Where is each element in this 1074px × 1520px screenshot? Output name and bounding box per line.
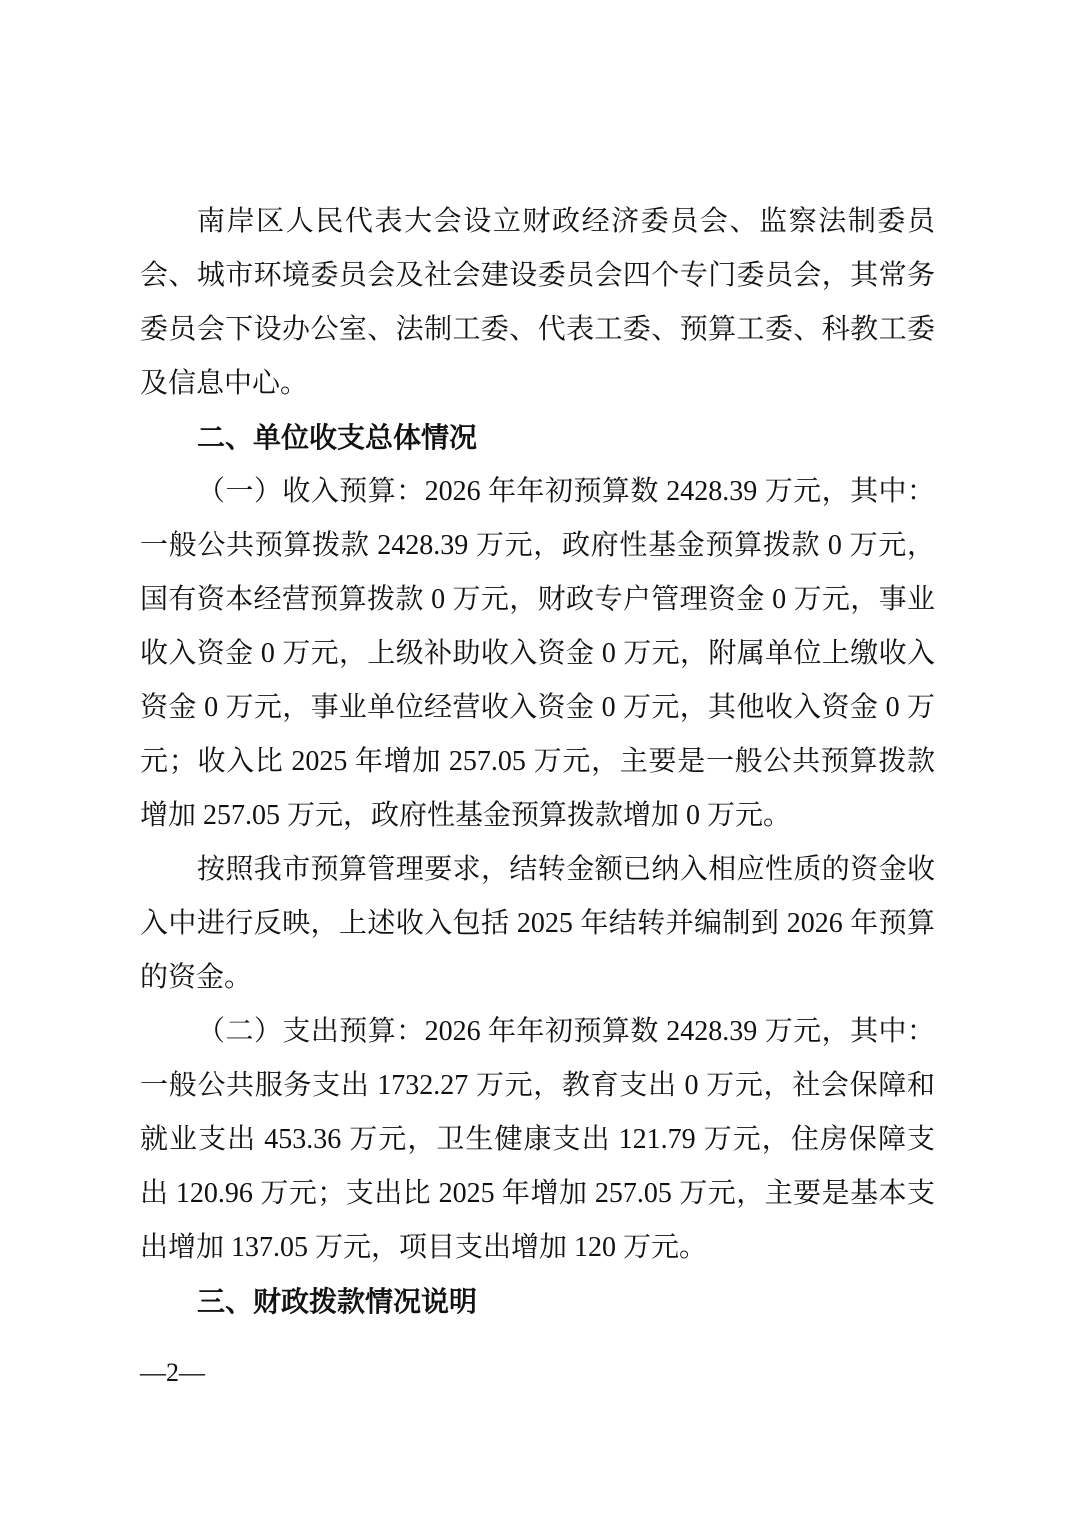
paragraph-line: 国有资本经营预算拨款 0 万元，财政专户管理资金 0 万元，事业	[140, 584, 935, 615]
paragraph-line: 一般公共预算拨款 2428.39 万元，政府性基金预算拨款 0 万元，	[140, 530, 935, 561]
page-number: —2—	[140, 1358, 205, 1387]
paragraph-line: 及信息中心。	[140, 368, 309, 399]
section-heading: 三、财政拨款情况说明	[197, 1285, 478, 1318]
paragraph-line: 资金 0 万元，事业单位经营收入资金 0 万元，其他收入资金 0 万	[140, 692, 935, 723]
paragraph-line: 就业支出 453.36 万元，卫生健康支出 121.79 万元，住房保障支	[140, 1124, 935, 1155]
paragraph-line: 出 120.96 万元；支出比 2025 年增加 257.05 万元，主要是基本支	[140, 1178, 935, 1209]
paragraph-line: 增加 257.05 万元，政府性基金预算拨款增加 0 万元。	[140, 800, 792, 831]
paragraph-line: 会、城市环境委员会及社会建设委员会四个专门委员会，其常务	[140, 260, 935, 291]
paragraph-line: 元；收入比 2025 年增加 257.05 万元，主要是一般公共预算拨款	[140, 746, 935, 777]
paragraph-line: 委员会下设办公室、法制工委、代表工委、预算工委、科教工委	[140, 314, 935, 345]
section-heading: 二、单位收支总体情况	[197, 421, 478, 454]
paragraph-line: 南岸区人民代表大会设立财政经济委员会、监察法制委员	[197, 206, 935, 237]
paragraph-line: （二）支出预算：2026 年年初预算数 2428.39 万元，其中：	[197, 1016, 935, 1047]
paragraph-line: 收入资金 0 万元，上级补助收入资金 0 万元，附属单位上缴收入	[140, 638, 935, 669]
paragraph-line: 入中进行反映，上述收入包括 2025 年结转并编制到 2026 年预算	[140, 908, 935, 939]
paragraph-line: 一般公共服务支出 1732.27 万元，教育支出 0 万元，社会保障和	[140, 1070, 935, 1101]
paragraph-line: （一）收入预算：2026 年年初预算数 2428.39 万元，其中：	[197, 476, 935, 507]
paragraph-line: 出增加 137.05 万元，项目支出增加 120 万元。	[140, 1232, 708, 1263]
paragraph-line: 按照我市预算管理要求，结转金额已纳入相应性质的资金收	[197, 854, 935, 885]
paragraph-line: 的资金。	[140, 962, 253, 993]
